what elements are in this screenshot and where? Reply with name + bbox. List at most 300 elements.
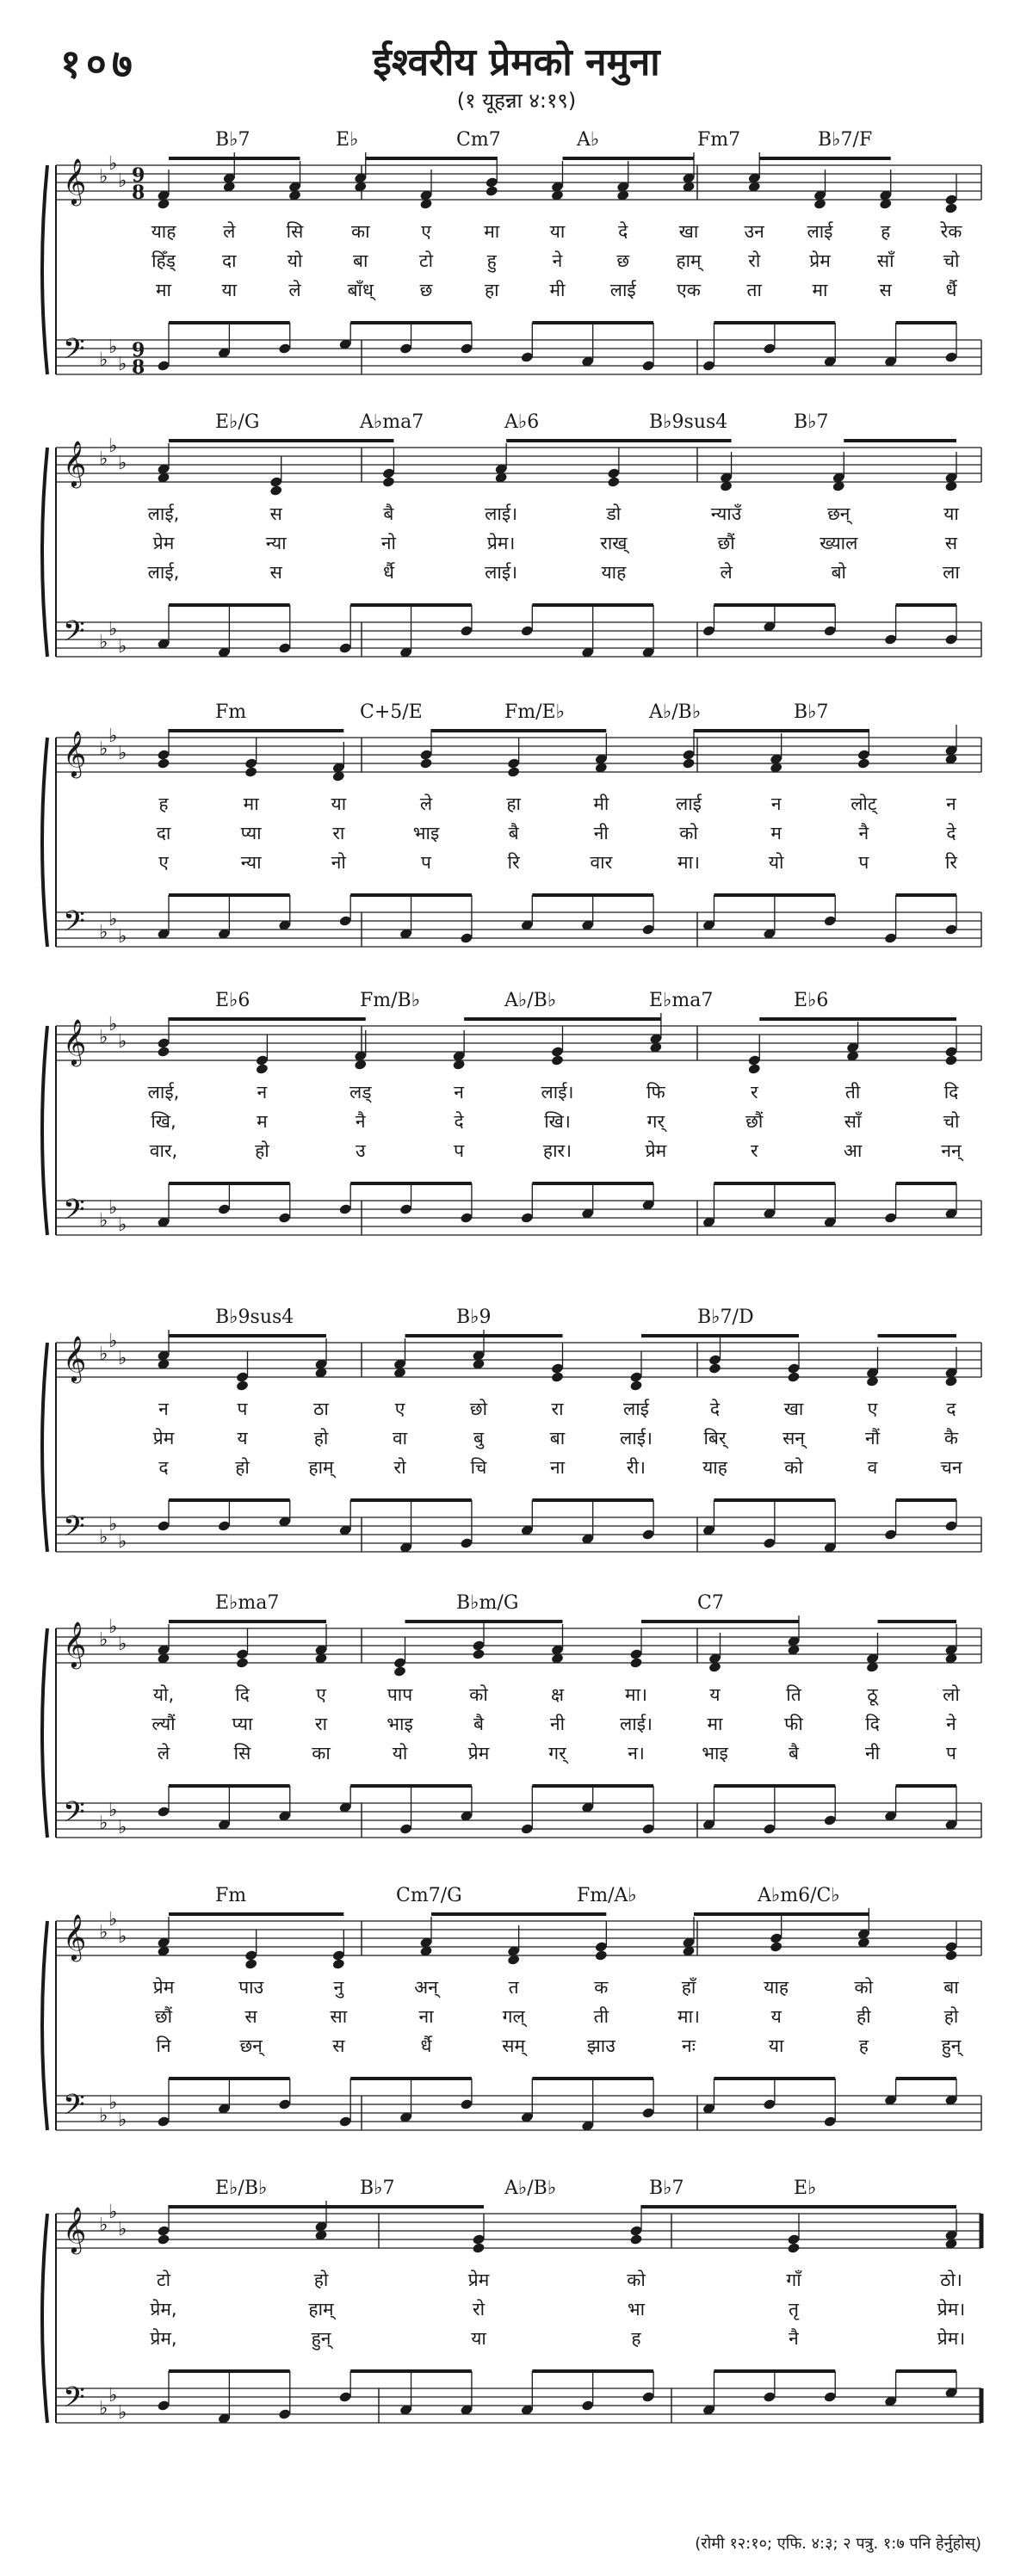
- chord-symbol: Fm/B♭: [360, 990, 421, 1011]
- chord-symbol: C+5/E: [360, 701, 423, 723]
- chord-symbol: B♭7/F: [818, 129, 873, 151]
- lyric-syllable: ए: [867, 1399, 878, 1419]
- lyric-line-verse-2: [0, 821, 1033, 847]
- lyric-syllable: न: [770, 794, 782, 814]
- lyric-syllable: ले: [223, 221, 236, 242]
- flat-sign: ♭: [108, 337, 118, 358]
- lyric-syllable: हुन्: [311, 2328, 331, 2349]
- lyric-syllable: रेक: [940, 221, 962, 242]
- flat-sign: ♭: [118, 636, 127, 658]
- lyric-syllable: प्या: [240, 823, 262, 843]
- lyric-syllable: स: [879, 280, 892, 300]
- lyric-line-verse-3: [0, 1741, 1033, 1767]
- lyric-syllable: चो: [943, 1111, 960, 1132]
- lyric-syllable: को: [627, 2270, 646, 2290]
- lyric-syllable: नौं: [864, 1428, 881, 1449]
- lyric-syllable: यो: [768, 852, 784, 873]
- lyric-syllable: रि: [507, 852, 520, 873]
- flat-sign: ♭: [118, 170, 127, 192]
- treble-note: [857, 757, 871, 769]
- treble-note: [236, 1657, 250, 1669]
- treble-clef: 𝄞: [63, 1913, 87, 1960]
- lyric-syllable: को: [679, 823, 698, 843]
- flat-sign: ♭: [118, 354, 127, 375]
- treble-note: [787, 1371, 801, 1383]
- lyric-syllable: लाई,: [147, 1082, 180, 1103]
- lyric-syllable: दे: [709, 1399, 721, 1419]
- treble-note: [269, 485, 283, 497]
- flat-sign: ♭: [118, 1031, 127, 1053]
- lyric-syllable: हार।: [542, 1140, 572, 1161]
- lyric-syllable: फी: [784, 1714, 803, 1734]
- chord-symbol: Fm/A♭: [577, 1885, 637, 1906]
- lyric-syllable: स: [269, 562, 282, 583]
- lyric-syllable: मा: [812, 280, 828, 300]
- lyric-syllable: हो: [313, 2270, 329, 2290]
- lyric-syllable: म: [257, 1111, 268, 1132]
- chord-symbol: E♭: [794, 2178, 817, 2199]
- flat-sign: ♭: [99, 1210, 108, 1232]
- treble-note: [708, 1362, 722, 1374]
- lyric-syllable: बै: [473, 1714, 484, 1734]
- score-system: [0, 129, 1033, 413]
- lyric-syllable: गल्: [502, 2006, 525, 2027]
- lyric-line-verse-1: [0, 1080, 1033, 1106]
- treble-note: [787, 2242, 801, 2254]
- lyric-syllable: बै: [508, 823, 519, 843]
- chord-symbol: B♭m/G: [456, 1592, 519, 1614]
- flat-sign: ♭: [99, 349, 108, 371]
- lyric-syllable: ए: [394, 1399, 405, 1419]
- flat-sign: ♭: [118, 2219, 127, 2240]
- treble-note: [393, 1665, 407, 1677]
- lyric-syllable: खा: [678, 221, 699, 242]
- chord-symbol: Fm: [215, 1885, 247, 1906]
- lyric-line-verse-1: [0, 219, 1033, 245]
- lyric-syllable: रो: [748, 250, 761, 271]
- lyric-syllable: न: [454, 1082, 464, 1103]
- treble-clef: 𝄞: [63, 730, 87, 776]
- treble-note: [629, 1657, 643, 1669]
- lyric-syllable: ह: [881, 221, 891, 242]
- chord-symbol: A♭/B♭: [649, 701, 702, 723]
- treble-clef: 𝄞: [63, 158, 87, 204]
- chord-symbol: E♭/B♭: [215, 2178, 268, 2199]
- lyric-line-verse-2: [0, 249, 1033, 275]
- lyric-syllable: न्याउँ: [710, 503, 742, 524]
- flat-sign: ♭: [108, 619, 118, 640]
- treble-note: [332, 1958, 346, 1970]
- score-system: [0, 1885, 1033, 2169]
- lyric-syllable: द: [158, 1457, 169, 1478]
- lyric-line-verse-1: [0, 1683, 1033, 1708]
- lyric-syllable: साँ: [844, 1111, 862, 1132]
- lyric-syllable: हो: [255, 1140, 269, 1161]
- lyric-syllable: छ: [419, 280, 433, 300]
- time-signature: 9: [132, 339, 145, 361]
- bass-clef: 𝄢: [63, 1796, 85, 1836]
- chord-symbol: Fm/E♭: [504, 701, 565, 723]
- treble-note: [629, 1380, 643, 1392]
- flat-sign: ♭: [108, 909, 118, 930]
- treble-staff: [56, 1616, 981, 1669]
- lyric-line-verse-2: [0, 2005, 1033, 2030]
- lyric-syllable: रा: [551, 1399, 564, 1419]
- lyric-syllable: ह: [858, 2035, 869, 2056]
- flat-sign: ♭: [118, 926, 127, 948]
- flat-sign: ♭: [108, 2202, 118, 2223]
- chord-symbol: A♭m6/C♭: [758, 1885, 840, 1906]
- lyric-syllable: क्ष: [550, 1684, 565, 1705]
- lyric-syllable: दि: [235, 1684, 250, 1705]
- chord-symbol: E♭: [336, 129, 359, 151]
- treble-note: [244, 766, 258, 778]
- lyric-syllable: छ: [616, 250, 630, 271]
- chord-symbol: E♭6: [215, 990, 251, 1011]
- chord-symbol: B♭9sus4: [215, 1307, 294, 1328]
- treble-note: [419, 757, 433, 769]
- bass-staff: [56, 905, 981, 948]
- bass-staff: [56, 1796, 981, 1838]
- lyric-line-verse-2: [0, 531, 1033, 557]
- lyric-syllable: भाइ: [387, 1714, 413, 1734]
- lyric-syllable: ला: [943, 562, 960, 583]
- lyric-syllable: स: [244, 2006, 257, 2027]
- flat-sign: ♭: [99, 738, 108, 760]
- flat-sign: ♭: [99, 2215, 108, 2236]
- score-system: [0, 1592, 1033, 1876]
- lyric-syllable: लाई।: [485, 562, 518, 583]
- treble-note: [157, 1046, 170, 1058]
- lyric-syllable: ले: [288, 280, 301, 300]
- lyric-syllable: मा।: [677, 852, 700, 873]
- lyric-syllable: बा: [943, 1977, 959, 1998]
- lyric-syllable: प: [454, 1140, 465, 1161]
- lyric-syllable: प: [421, 852, 431, 873]
- bass-clef: 𝄢: [63, 1194, 85, 1233]
- lyric-syllable: अन्: [414, 1977, 438, 1998]
- lyric-syllable: न: [257, 1082, 268, 1103]
- score-system: [0, 990, 1033, 1274]
- flat-sign: ♭: [99, 166, 108, 188]
- lyric-syllable: प्रेम।: [486, 533, 516, 553]
- lyric-syllable: कै: [943, 1428, 959, 1449]
- lyric-syllable: लड्: [349, 1082, 372, 1103]
- lyric-line-verse-1: [0, 502, 1033, 528]
- lyric-syllable: बो: [831, 562, 846, 583]
- lyric-syllable: प्रेम: [152, 533, 175, 553]
- lyric-syllable: चन: [940, 1457, 962, 1478]
- lyric-syllable: खि।: [544, 1111, 571, 1132]
- lyric-syllable: प्रेम।: [937, 2299, 966, 2320]
- lyric-syllable: नः: [682, 2035, 696, 2056]
- treble-note: [157, 2233, 170, 2246]
- lyric-syllable: स: [944, 533, 958, 553]
- chord-symbol: B♭7: [649, 2178, 684, 2199]
- lyric-line-verse-3: [0, 850, 1033, 876]
- score-system: [0, 1307, 1033, 1591]
- bass-clef: 𝄢: [63, 615, 85, 655]
- lyric-syllable: हिँड्: [152, 250, 176, 271]
- lyric-syllable: बा: [353, 250, 368, 271]
- lyric-line-verse-2: [0, 1109, 1033, 1135]
- lyric-syllable: रो: [472, 2299, 486, 2320]
- lyric-syllable: नै: [355, 1111, 366, 1132]
- flat-sign: ♭: [99, 632, 108, 653]
- treble-clef: 𝄞: [63, 1018, 87, 1065]
- lyric-syllable: वा: [392, 1428, 408, 1449]
- treble-note: [595, 1949, 609, 1961]
- lyric-line-verse-3: [0, 1455, 1033, 1481]
- chord-symbol: B♭7: [360, 2178, 395, 2199]
- bass-clef: 𝄢: [63, 2089, 85, 2128]
- time-signature: 9: [132, 164, 145, 187]
- lyric-syllable: नो: [331, 852, 346, 873]
- chord-symbol: Fm: [215, 701, 247, 723]
- lyric-syllable: ठू: [867, 1684, 878, 1705]
- lyric-syllable: छौं: [717, 533, 735, 553]
- treble-staff: [56, 153, 981, 206]
- lyric-syllable: छन्: [827, 503, 851, 524]
- lyric-syllable: ही: [857, 2006, 871, 2027]
- lyric-syllable: सन्: [782, 1428, 805, 1449]
- treble-note: [472, 1648, 486, 1660]
- flat-sign: ♭: [108, 1014, 118, 1035]
- lyric-syllable: बाँध्: [347, 280, 374, 300]
- flat-sign: ♭: [118, 1531, 127, 1553]
- bass-clef: 𝄢: [63, 2381, 85, 2421]
- hymn-number: १०७: [60, 40, 138, 87]
- lyric-syllable: हाँ: [681, 1977, 696, 1998]
- lyric-syllable: वार,: [149, 1140, 178, 1161]
- bass-clef: 𝄢: [63, 333, 85, 373]
- lyric-syllable: खि,: [151, 1111, 176, 1132]
- lyric-syllable: री।: [627, 1457, 646, 1478]
- lyric-syllable: न: [158, 1399, 169, 1419]
- flat-sign: ♭: [99, 1027, 108, 1048]
- lyric-syllable: बु: [473, 1428, 484, 1449]
- lyric-syllable: दे: [946, 823, 956, 843]
- lyric-syllable: भा: [627, 2299, 646, 2320]
- lyric-syllable: सि: [286, 221, 304, 242]
- lyric-syllable: यो,: [152, 1684, 175, 1705]
- lyric-syllable: पाप: [387, 1684, 413, 1705]
- flat-sign: ♭: [99, 922, 108, 943]
- lyric-syllable: का: [312, 1743, 331, 1764]
- treble-note: [607, 476, 621, 488]
- bass-staff: [56, 1194, 981, 1236]
- lyric-syllable: प्रेम: [467, 1743, 490, 1764]
- chord-symbol: C7: [697, 1592, 724, 1614]
- lyric-syllable: नी: [864, 1743, 881, 1764]
- lyric-syllable: ठा: [313, 1399, 329, 1419]
- lyric-syllable: ठो।: [940, 2270, 962, 2290]
- lyric-line-verse-2: [0, 2297, 1033, 2323]
- chord-symbol: E♭/G: [215, 411, 260, 433]
- lyric-syllable: हो: [943, 2006, 959, 2027]
- lyric-syllable: बै: [383, 503, 394, 524]
- lyric-syllable: एक: [677, 280, 701, 300]
- lyric-syllable: या: [221, 280, 238, 300]
- flat-sign: ♭: [108, 2385, 118, 2406]
- chord-symbol: A♭/B♭: [504, 990, 557, 1011]
- flat-sign: ♭: [108, 1514, 118, 1535]
- lyric-syllable: लाई: [623, 1399, 649, 1419]
- chord-symbol: Fm7: [697, 129, 741, 151]
- lyric-syllable: द: [946, 1399, 956, 1419]
- lyric-syllable: लाई।: [620, 1714, 653, 1734]
- lyric-syllable: यो: [287, 250, 303, 271]
- chord-symbol: B♭9sus4: [649, 411, 728, 433]
- score-system: [0, 701, 1033, 985]
- lyric-syllable: मा: [243, 794, 259, 814]
- lyric-syllable: या: [549, 221, 566, 242]
- lyric-syllable: न।: [628, 1743, 645, 1764]
- treble-note: [236, 1380, 250, 1392]
- lyric-syllable: ह: [158, 794, 169, 814]
- treble-note: [551, 1054, 565, 1066]
- lyric-syllable: छन्: [239, 2035, 263, 2056]
- lyric-syllable: दा: [156, 823, 171, 843]
- lyric-syllable: लाई।: [485, 503, 518, 524]
- lyric-syllable: ले: [419, 794, 433, 814]
- lyric-syllable: लाई,: [147, 503, 180, 524]
- flat-sign: ♭: [108, 726, 118, 747]
- lyric-syllable: लोट्: [851, 794, 877, 814]
- lyric-line-verse-3: [0, 278, 1033, 304]
- flat-sign: ♭: [118, 1817, 127, 1838]
- treble-staff: [56, 1331, 981, 1383]
- bass-clef: 𝄢: [63, 1510, 85, 1550]
- chord-symbol: B♭9: [456, 1307, 492, 1328]
- lyric-syllable: ह: [631, 2328, 641, 2349]
- lyric-line-verse-3: [0, 2034, 1033, 2060]
- lyric-syllable: प्रेम: [645, 1140, 667, 1161]
- lyric-syllable: वार: [590, 852, 613, 873]
- scripture-reference: (१ यूहन्ना ४:१९): [456, 89, 577, 113]
- treble-note: [944, 202, 958, 214]
- lyric-syllable: प्या: [232, 1714, 253, 1734]
- lyric-syllable: दे: [618, 221, 628, 242]
- bass-staff: [56, 2089, 981, 2131]
- flat-sign: ♭: [118, 1926, 127, 1948]
- lyric-syllable: सा: [330, 2006, 348, 2027]
- treble-staff: [56, 1014, 981, 1066]
- chord-symbol: A♭/B♭: [504, 2178, 557, 2199]
- score-system: [0, 411, 1033, 695]
- lyric-syllable: प्रेम: [152, 1428, 175, 1449]
- flat-sign: ♭: [108, 1331, 118, 1352]
- lyric-syllable: प: [858, 852, 869, 873]
- lyric-syllable: प्रेम: [152, 1977, 175, 1998]
- lyric-syllable: को: [854, 1977, 874, 1998]
- lyric-syllable: का: [350, 221, 370, 242]
- treble-note: [682, 757, 696, 769]
- lyric-syllable: स: [269, 503, 282, 524]
- chord-symbol: Cm7/G: [396, 1885, 462, 1906]
- treble-note: [382, 476, 396, 488]
- lyric-syllable: आ: [843, 1140, 863, 1161]
- flat-sign: ♭: [108, 153, 118, 175]
- lyric-syllable: उ: [355, 1140, 366, 1161]
- chord-symbol: E♭ma7: [649, 990, 714, 1011]
- lyric-syllable: ना: [549, 1457, 566, 1478]
- chord-symbol: A♭ma7: [360, 411, 424, 433]
- lyric-syllable: झाउ: [586, 2035, 615, 2056]
- time-signature: 8: [132, 182, 145, 204]
- flat-sign: ♭: [108, 1800, 118, 1821]
- time-signature: 8: [132, 356, 145, 379]
- treble-clef: 𝄞: [63, 2206, 87, 2252]
- lyric-syllable: लाई: [676, 794, 702, 814]
- lyric-syllable: ए: [158, 852, 169, 873]
- lyric-syllable: र्धै: [382, 562, 394, 583]
- lyric-syllable: हु: [486, 250, 497, 271]
- flat-sign: ♭: [99, 1922, 108, 1943]
- lyric-line-verse-3: [0, 560, 1033, 586]
- lyric-syllable: मा।: [677, 2006, 700, 2027]
- flat-sign: ♭: [108, 1909, 118, 1930]
- chord-symbol: B♭7: [794, 411, 829, 433]
- bass-staff: [56, 1510, 981, 1553]
- chord-symbol: E♭ma7: [215, 1592, 280, 1614]
- lyric-syllable: तृ: [789, 2299, 799, 2320]
- flat-sign: ♭: [99, 1344, 108, 1365]
- lyric-syllable: मा।: [625, 1684, 647, 1705]
- lyric-syllable: व: [867, 1457, 878, 1478]
- lyric-syllable: र: [750, 1140, 758, 1161]
- flat-sign: ♭: [108, 1197, 118, 1219]
- lyric-syllable: ने: [946, 1714, 956, 1734]
- chord-symbol: A♭6: [504, 411, 540, 433]
- lyric-syllable: हो: [313, 1428, 329, 1449]
- score-system: [0, 2178, 1033, 2462]
- lyric-syllable: या: [943, 503, 959, 524]
- treble-clef: 𝄞: [63, 1335, 87, 1381]
- lyric-line-verse-3: [0, 1139, 1033, 1164]
- lyric-syllable: नै: [789, 2328, 799, 2349]
- lyric-syllable: चो: [943, 250, 960, 271]
- flat-sign: ♭: [99, 1527, 108, 1548]
- treble-clef: 𝄞: [63, 1621, 87, 1667]
- lyric-syllable: प्रेम: [809, 250, 831, 271]
- lyric-syllable: र्धै: [945, 280, 957, 300]
- lyric-line-verse-1: [0, 1397, 1033, 1423]
- lyric-syllable: भाइ: [702, 1743, 728, 1764]
- flat-sign: ♭: [118, 743, 127, 764]
- lyric-syllable: चि: [470, 1457, 487, 1478]
- flat-sign: ♭: [99, 1629, 108, 1651]
- lyric-syllable: ले: [157, 1743, 170, 1764]
- lyric-syllable: बिर्: [703, 1428, 727, 1449]
- lyric-syllable: म: [770, 823, 782, 843]
- lyric-syllable: त: [508, 1977, 519, 1998]
- lyric-syllable: गाँ: [786, 2270, 801, 2290]
- lyric-syllable: ए: [421, 221, 431, 242]
- lyric-syllable: य: [237, 1428, 248, 1449]
- lyric-syllable: न्या: [265, 533, 287, 553]
- treble-note: [507, 766, 521, 778]
- lyric-syllable: हुन्: [941, 2035, 962, 2056]
- bass-clef: 𝄢: [63, 905, 85, 945]
- treble-note: [747, 1063, 761, 1075]
- lyric-syllable: रा: [332, 823, 345, 843]
- lyric-syllable: न्या: [240, 852, 262, 873]
- lyric-syllable: लो: [943, 1684, 960, 1705]
- lyric-syllable: प्रेम,: [150, 2299, 177, 2320]
- lyric-syllable: सम्: [502, 2035, 526, 2056]
- treble-note: [485, 185, 498, 197]
